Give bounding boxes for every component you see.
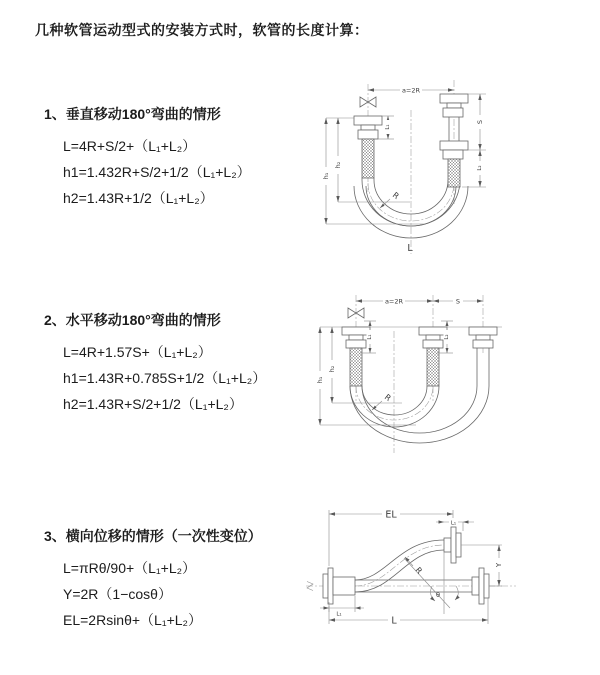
dim-label-l1: L₁ — [385, 124, 391, 130]
dim-label-l2: L₂ — [477, 165, 483, 171]
right-hose-fitting — [469, 327, 497, 348]
dim-label-y: Y — [495, 562, 503, 568]
formula-line: h2=1.43R+S/2+1/2（L₁+L₂） — [63, 396, 243, 412]
curved-hose-position — [355, 540, 444, 592]
left-hose-fitting — [342, 327, 370, 386]
dim-label-r: R — [382, 392, 393, 404]
dim-label-s: S — [476, 119, 484, 125]
left-flange-fitting — [323, 568, 355, 604]
section-vertical-travel — [44, 104, 314, 211]
diagram-horizontal-180-bend — [306, 283, 598, 463]
formula-line: h2=1.43R+1/2（L₁+L₂） — [63, 190, 214, 206]
right-hose-fitting — [440, 94, 468, 187]
dim-label-l1-top: L₁ — [450, 520, 457, 527]
dim-label-r: R — [413, 565, 424, 576]
dim-label-h1: h₁ — [322, 172, 330, 180]
formula-line: h1=1.43R+0.785S+1/2（L₁+L₂） — [63, 370, 267, 386]
dim-label-h2: h₂ — [334, 161, 342, 169]
u-bend-arcs — [350, 348, 489, 443]
dim-label-a2r: a=2R — [384, 297, 404, 306]
section-3-heading: 3、横向位移的情形（一次性变位） — [44, 528, 262, 544]
dimension-lines — [320, 509, 503, 627]
dim-label-l1-bottom: L₁ — [336, 611, 342, 618]
right-flange-fitting — [472, 568, 489, 604]
section-3-formulas — [44, 555, 314, 633]
formula-line: Y=2R（1−cosθ） — [63, 586, 172, 602]
section-1-formulas — [44, 133, 314, 211]
formula-line: L=4R+1.57S+（L₁+L₂） — [63, 344, 212, 360]
formula-line: h1=1.432R+S/2+1/2（L₁+L₂） — [63, 164, 251, 180]
centerlines — [368, 80, 454, 254]
centerlines — [356, 295, 483, 453]
section-2-heading: 2、水平移动180°弯曲的情形 — [44, 312, 221, 328]
dim-label-theta: θ — [436, 591, 440, 599]
middle-hose-fitting — [419, 327, 447, 386]
dim-label-l-total: L — [407, 243, 413, 254]
formula-line: L=4R+S/2+（L₁+L₂） — [63, 138, 197, 154]
dim-label-l2: L₂ — [444, 334, 450, 340]
formula-line: L=πRθ/90+（L₁+L₂） — [63, 560, 197, 576]
dim-label-l1: L₁ — [367, 334, 373, 340]
section-1-heading: 1、垂直移动180°弯曲的情形 — [44, 106, 221, 122]
radius-leader — [372, 392, 393, 410]
page-title: 几种软管运动型式的安装方式时，软管的长度计算： — [35, 22, 369, 38]
dim-label-s: S — [455, 297, 461, 306]
dimension-lines — [316, 297, 483, 425]
section-2-formulas — [44, 339, 314, 417]
dim-label-r: R — [390, 190, 401, 202]
dim-label-l-total: L — [391, 615, 397, 627]
dim-label-a2r: a=2R — [401, 86, 421, 95]
section-horizontal-travel — [44, 310, 314, 417]
diagram-lateral-displacement — [298, 498, 600, 648]
formula-line: EL=2Rsinθ+（L₁+L₂） — [63, 612, 202, 628]
diagram-vertical-180-bend — [306, 68, 598, 263]
section-lateral-displacement — [44, 526, 314, 633]
upper-flange-fitting — [444, 527, 461, 563]
left-hose-fitting — [354, 116, 382, 178]
dim-label-h2: h₂ — [328, 365, 336, 373]
dim-label-h1: h₁ — [316, 376, 324, 384]
dim-label-el: EL — [385, 509, 397, 521]
radius-leader — [380, 190, 401, 208]
